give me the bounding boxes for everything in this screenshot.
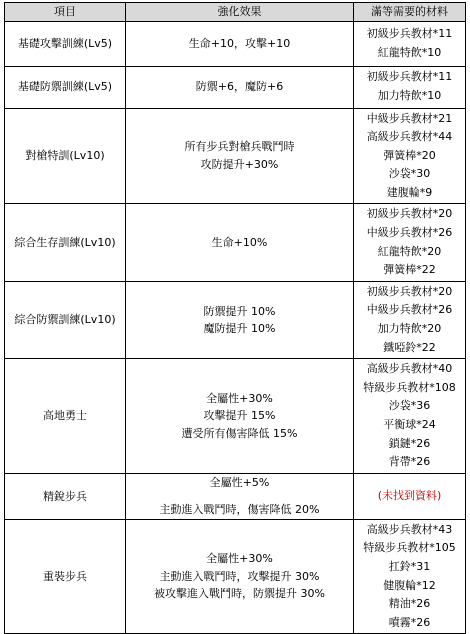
material-line: 沙袋*36 <box>388 399 431 413</box>
material-line: 加力特飲*10 <box>377 89 442 102</box>
header-effect: 強化效果 <box>126 3 354 22</box>
header-item: 項目 <box>5 3 126 22</box>
row-materials <box>354 204 466 281</box>
row-item-name: 基礎防禦訓練(Lv5) <box>5 66 126 108</box>
material-line: 平衡球*24 <box>383 418 436 431</box>
table-header <box>5 3 466 22</box>
row-effect <box>126 66 354 108</box>
row-effect <box>126 204 354 281</box>
table-row <box>5 66 466 108</box>
table-row <box>5 281 466 358</box>
row-item-name: 高地勇士 <box>5 359 126 474</box>
row-materials <box>354 473 466 519</box>
material-line: 建腹輪*9 <box>386 185 433 199</box>
material-line: 紅龍特飲*20 <box>377 244 442 258</box>
effect-line: 防禦+6，魔防+6 <box>195 80 284 94</box>
effect-line: 全屬性+30% <box>206 552 273 566</box>
row-materials <box>354 66 466 108</box>
table-row <box>5 473 466 519</box>
effect-line: 防禦提升 10% <box>203 304 276 318</box>
effect-line: 魔防提升 10% <box>203 322 276 336</box>
material-line: 彈簧棒*22 <box>383 263 436 277</box>
material-line: 噴霧*26 <box>388 615 431 629</box>
effect-line: 主動進入戰鬥時，攻擊提升 30% <box>159 569 320 583</box>
row-item-name: 精銳步兵 <box>5 473 126 519</box>
material-line: 特級步兵教材*105 <box>363 541 456 555</box>
material-line: 初級步兵教材*11 <box>366 26 453 40</box>
material-missing-note: (未找到資料) <box>377 488 442 502</box>
material-line: 高級步兵教材*40 <box>366 362 453 376</box>
row-item-name: 綜合防禦訓練(Lv10) <box>5 281 126 358</box>
row-effect <box>126 359 354 474</box>
material-line: 特級步兵教材*108 <box>363 380 456 394</box>
material-line: 初級步兵教材*20 <box>366 284 453 298</box>
table-row <box>5 359 466 474</box>
row-item-name: 綜合生存訓練(Lv10) <box>5 204 126 281</box>
material-line: 精油*26 <box>388 597 431 611</box>
material-line: 彈簧棒*20 <box>383 148 436 162</box>
row-materials <box>354 281 466 358</box>
row-materials <box>354 359 466 474</box>
material-line: 健腹輪*12 <box>383 578 436 592</box>
effect-line: 生命+10，攻擊+10 <box>188 36 291 50</box>
effect-gap <box>128 491 351 501</box>
effect-line: 全屬性+5% <box>209 475 270 489</box>
table-row <box>5 21 466 66</box>
effect-line: 遭受所有傷害降低 15% <box>181 426 298 440</box>
material-line: 扛鈴*31 <box>388 559 431 573</box>
material-line: 加力特飲*20 <box>377 322 442 336</box>
effect-line: 被攻擊進入戰鬥時，防禦提升 30% <box>154 587 325 601</box>
effect-line: 生命+10% <box>211 235 268 249</box>
material-line: 中級步兵教材*21 <box>366 111 453 125</box>
row-effect <box>126 281 354 358</box>
material-line: 背帶*26 <box>388 455 431 469</box>
table-row <box>5 108 466 204</box>
material-line: 初級步兵教材*20 <box>366 207 453 221</box>
material-line: 高級步兵教材*44 <box>366 130 453 144</box>
row-effect <box>126 108 354 204</box>
table-body <box>5 21 466 634</box>
row-effect <box>126 519 354 634</box>
row-item-name: 基礎攻擊訓練(Lv5) <box>5 21 126 66</box>
material-line: 鎖鏈*26 <box>388 436 431 450</box>
effect-line: 攻防提升+30% <box>200 157 279 171</box>
upgrade-table <box>4 2 466 634</box>
effect-line: 全屬性+30% <box>206 391 273 405</box>
material-line: 中級步兵教材*26 <box>366 226 453 240</box>
row-effect <box>126 21 354 66</box>
row-item-name: 重裝步兵 <box>5 519 126 634</box>
effect-line: 攻擊提升 15% <box>203 409 276 423</box>
material-line: 中級步兵教材*26 <box>366 303 453 317</box>
effect-line: 所有步兵對槍兵戰鬥時 <box>184 140 295 154</box>
material-line: 鐵啞鈴*22 <box>383 340 436 354</box>
header-materials: 滿等需要的材料 <box>354 3 466 22</box>
header-row <box>5 3 466 22</box>
effect-line: 主動進入戰鬥時，傷害降低 20% <box>159 503 320 517</box>
material-line: 沙袋*30 <box>388 167 431 181</box>
row-materials <box>354 21 466 66</box>
row-materials <box>354 519 466 634</box>
material-line: 高級步兵教材*43 <box>366 522 453 536</box>
row-materials <box>354 108 466 204</box>
row-effect <box>126 473 354 519</box>
material-line: 紅龍特飲*10 <box>377 45 442 59</box>
table-row <box>5 519 466 634</box>
material-line: 初級步兵教材*11 <box>366 70 453 84</box>
row-item-name: 對槍特訓(Lv10) <box>5 108 126 204</box>
table-row <box>5 204 466 281</box>
